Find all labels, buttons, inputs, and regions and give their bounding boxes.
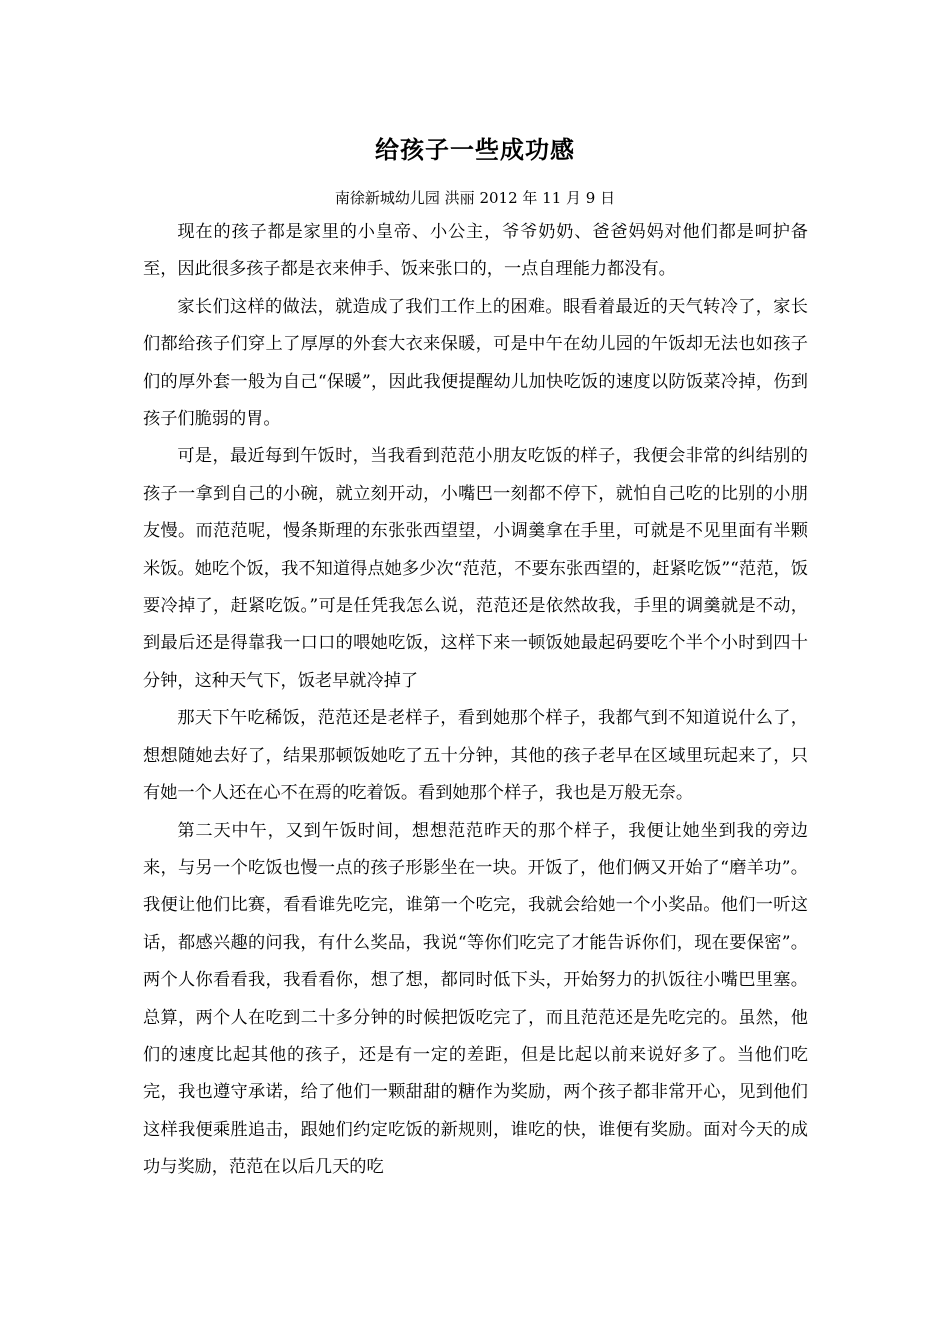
paragraph: 家长们这样的做法，就造成了我们工作上的困难。眼看着最近的天气转冷了，家长们都给孩子们穿上了厚厚的外套大衣来保暖，可是中午在幼儿园的午饭却无法也如孩子们的厚外套一般为自己“保暖”，因此我便提醒幼儿加快吃饭的速度以防饭菜冷掉，伤到孩子们脆弱的胃。	[143, 296, 808, 430]
document-body	[143, 214, 808, 1187]
paragraph: 可是，最近每到午饭时，当我看到范范小朋友吃饭的样子，我便会非常的纠结别的孩子一拿到自己的小碗，就立刻开动，小嘴巴一刻都不停下，就怕自己吃的比别的小朋友慢。而范范呢，慢条斯理的东张张西望望，小调羹拿在手里，可就是不见里面有半颗米饭。她吃个饭，我不知道得点她多少次“范范，不要东张西望的，赶紧吃饭”“范范，饭要冷掉了，赶紧吃饭。”可是任凭我怎么说，范范还是依然故我，手里的调羹就是不动，到最后还是得靠我一口口的喂她吃饭，这样下来一顿饭她最起码要吃个半个小时到四十分钟，这种天气下，饭老早就冷掉了	[143, 446, 808, 691]
document-byline: 南徐新城幼儿园 洪丽 2012 年 11 月 9 日	[334, 189, 616, 207]
paragraph: 那天下午吃稀饭，范范还是老样子，看到她那个样子，我都气到不知道说什么了，想想随她去好了，结果那顿饭她吃了五十分钟，其他的孩子老早在区域里玩起来了，只有她一个人还在心不在焉的吃着饭。看到她那个样子，我也是万般无奈。	[143, 708, 808, 804]
paragraph: 现在的孩子都是家里的小皇帝、小公主，爷爷奶奶、爸爸妈妈对他们都是呵护备至，因此很多孩子都是衣来伸手、饭来张口的，一点自理能力都没有。	[143, 222, 808, 280]
paragraph: 第二天中午，又到午饭时间，想想范范昨天的那个样子，我便让她坐到我的旁边来，与另一个吃饭也慢一点的孩子形影坐在一块。开饭了，他们俩又开始了“磨羊功”。我便让他们比赛，看看谁先吃完，谁第一个吃完，我就会给她一个小奖品。他们一听这话，都感兴趣的问我，有什么奖品，我说“等你们吃完了才能告诉你们，现在要保密”。两个人你看看我，我看看你，想了想，都同时低下头，开始努力的扒饭往小嘴巴里塞。总算，两个人在吃到二十多分钟的时候把饭吃完了，而且范范还是先吃完的。虽然，他们的速度比起其他的孩子，还是有一定的差距，但是比起以前来说好多了。当他们吃完，我也遵守承诺，给了他们一颗甜甜的糖作为奖励，两个孩子都非常开心，见到他们这样我便乘胜追击，跟她们约定吃饭的新规则，谁吃的快，谁便有奖励。面对今天的成功与奖励，范范在以后几天的吃	[143, 820, 808, 1178]
document-title: 给孩子一些成功感	[375, 136, 575, 164]
